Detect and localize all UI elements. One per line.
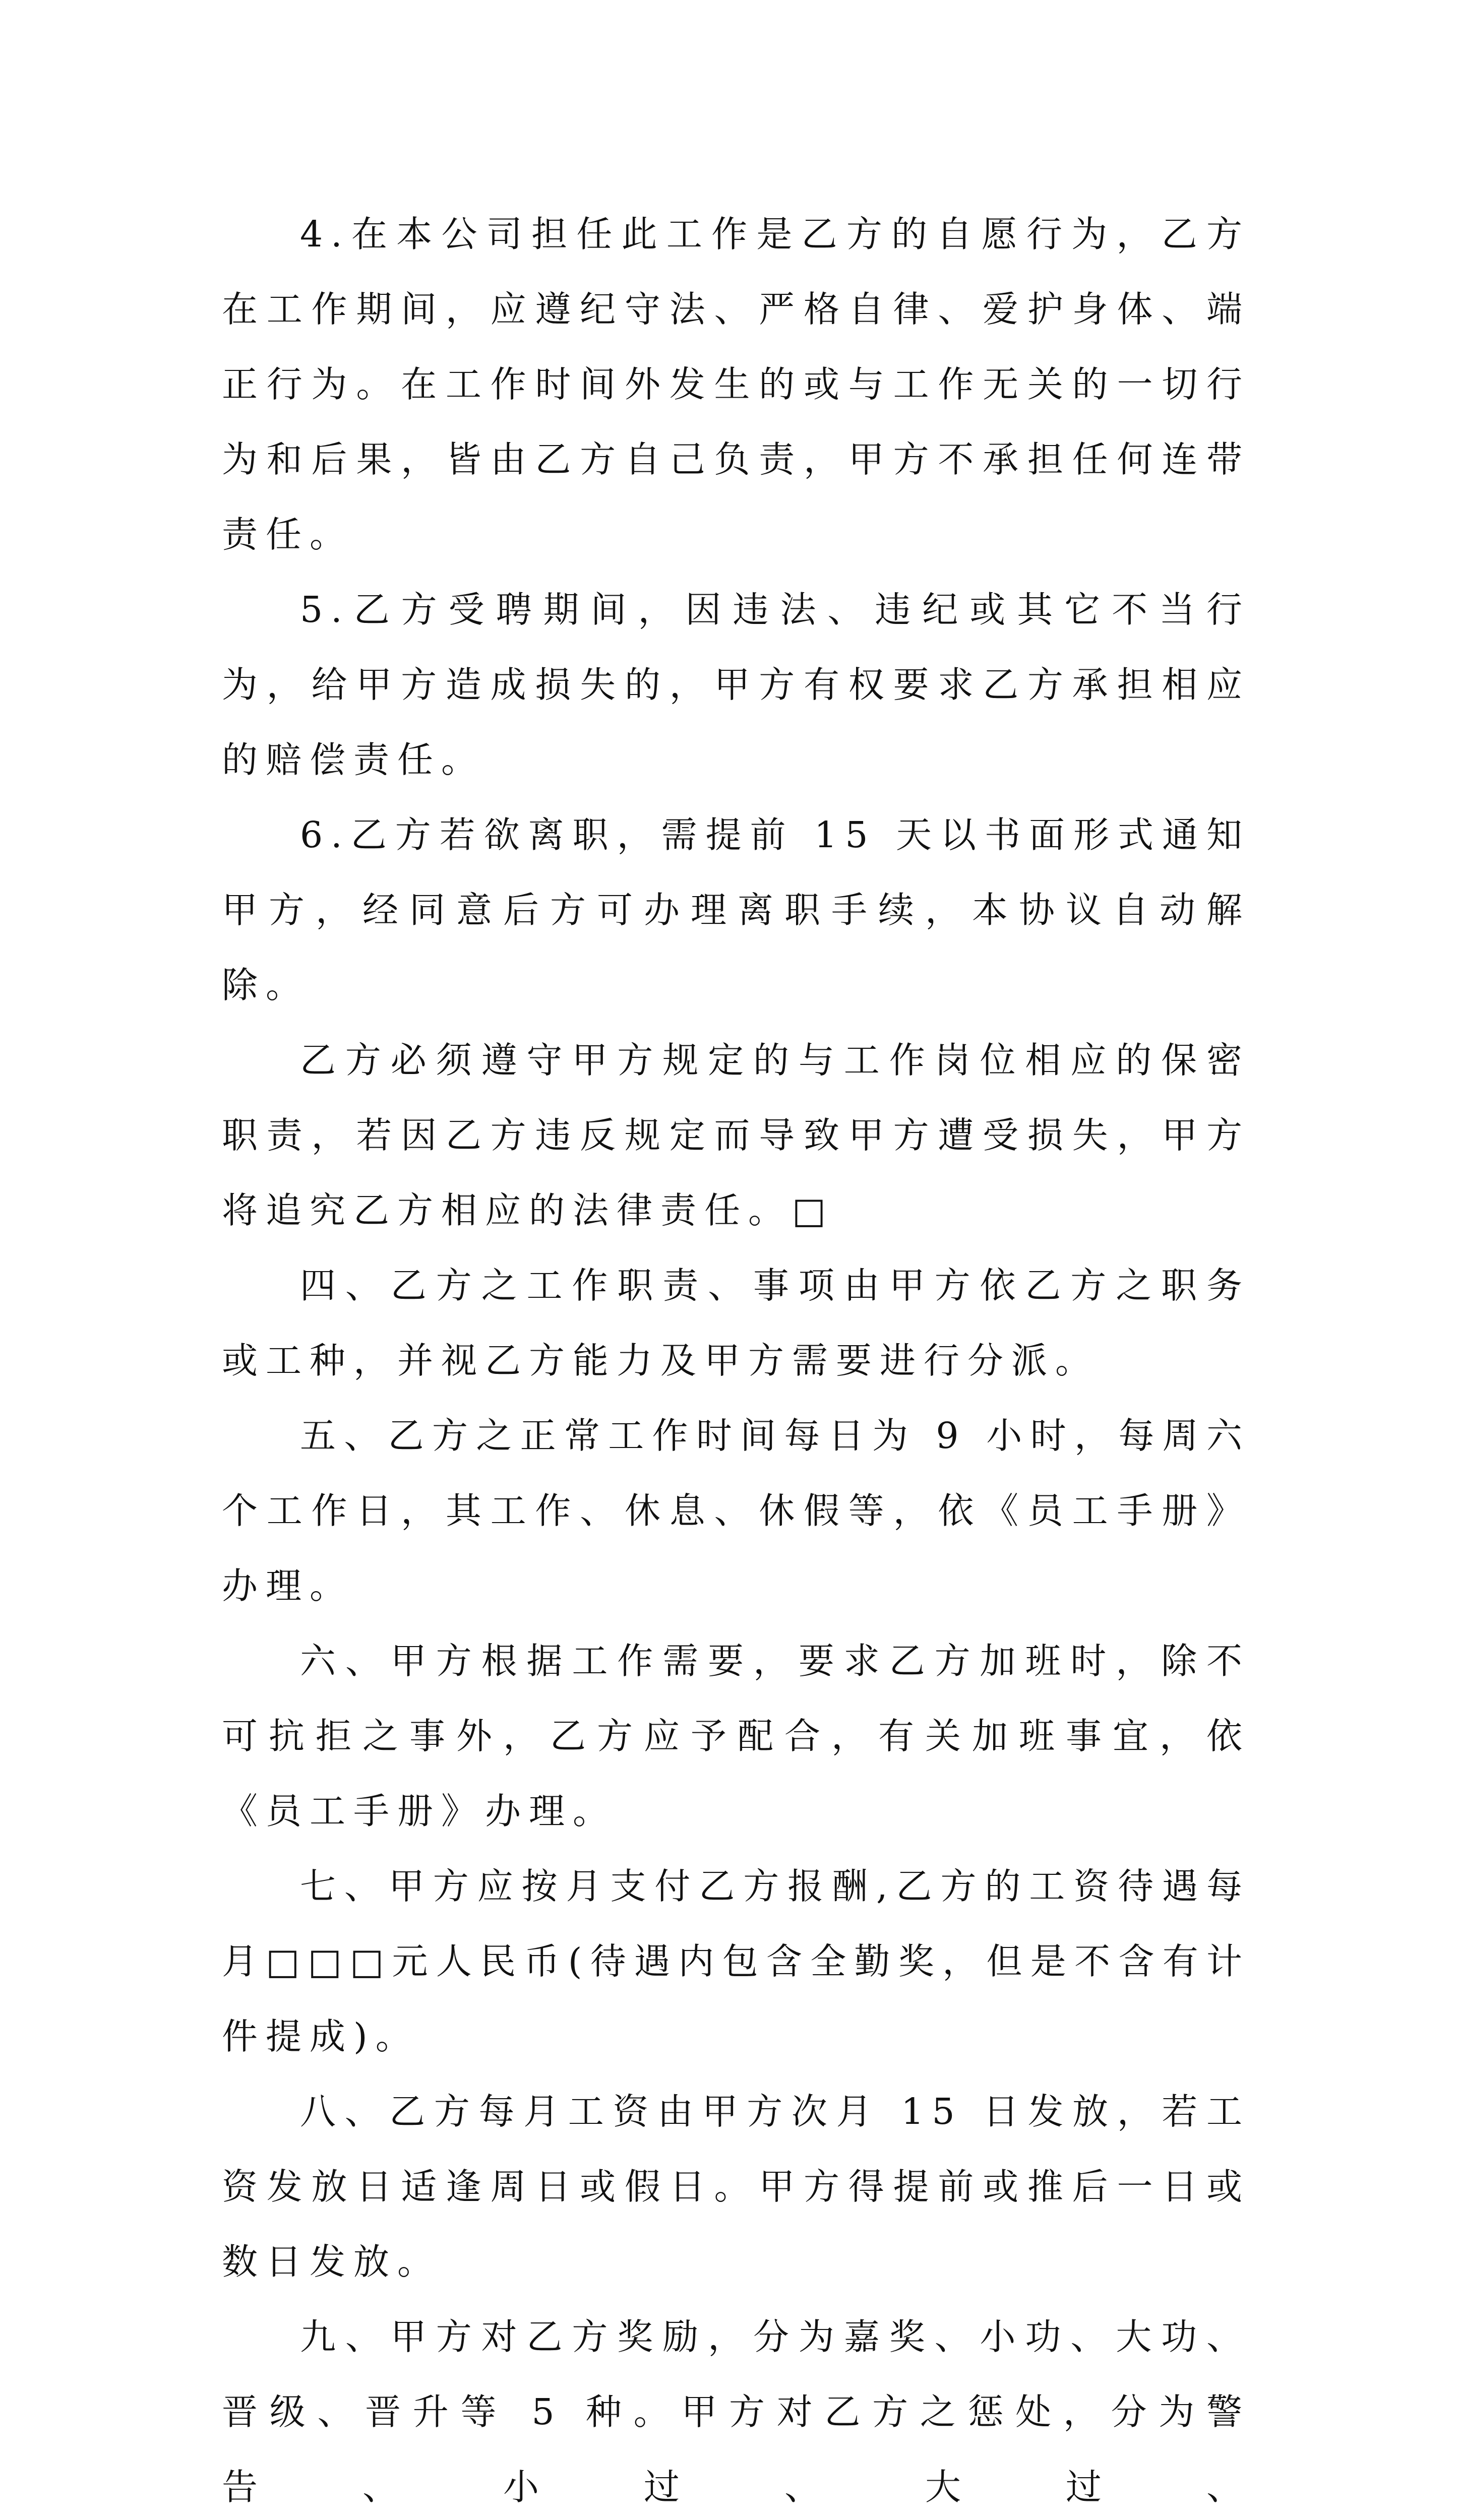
paragraph-section-7: 七、甲方应按月支付乙方报酬,乙方的工资待遇每月□□□元人民币(待遇内包含全勤奖，但是不含有计件提成)。	[222, 1865, 1250, 2057]
paragraph-4: 4.在本公司担任此工作是乙方的自愿行为，乙方在工作期间，应遵纪守法、严格自律、爱护身体、端正行为。在工作时间外发生的或与工作无关的一切行为和后果，皆由乙方自己负责，甲方不承担任何连带责任。	[222, 213, 1250, 555]
paragraph-section-8: 八、乙方每月工资由甲方次月 15 日发放，若工资发放日适逢周日或假日。甲方得提前或推后一日或数日发放。	[222, 2091, 1250, 2283]
paragraph-section-5: 五、乙方之正常工作时间每日为 9 小时，每周六个工作日，其工作、休息、休假等，依《员工手册》办理。	[222, 1415, 1250, 1607]
paragraph-section-9: 九、甲方对乙方奖励，分为嘉奖、小功、大功、晋级、晋升等 5 种。甲方对乙方之惩处，分为警告、小过、大过、	[222, 2316, 1250, 2508]
paragraph-6: 6.乙方若欲离职，需提前 15 天以书面形式通知甲方，经同意后方可办理离职手续，本协议自动解除。	[222, 814, 1250, 1006]
paragraph-section-6: 六、甲方根据工作需要，要求乙方加班时，除不可抗拒之事外，乙方应予配合，有关加班事宜，依《员工手册》办理。	[222, 1640, 1250, 1832]
paragraph-section-4: 四、乙方之工作职责、事项由甲方依乙方之职务或工种，并视乙方能力及甲方需要进行分派。	[222, 1265, 1250, 1381]
document-page	[222, 197, 1250, 2520]
paragraph-5: 5.乙方受聘期间，因违法、违纪或其它不当行为，给甲方造成损失的，甲方有权要求乙方承担相应的赔偿责任。	[222, 589, 1250, 781]
paragraph-confidentiality: 乙方必须遵守甲方规定的与工作岗位相应的保密职责，若因乙方违反规定而导致甲方遭受损失，甲方将追究乙方相应的法律责任。□	[222, 1039, 1250, 1231]
